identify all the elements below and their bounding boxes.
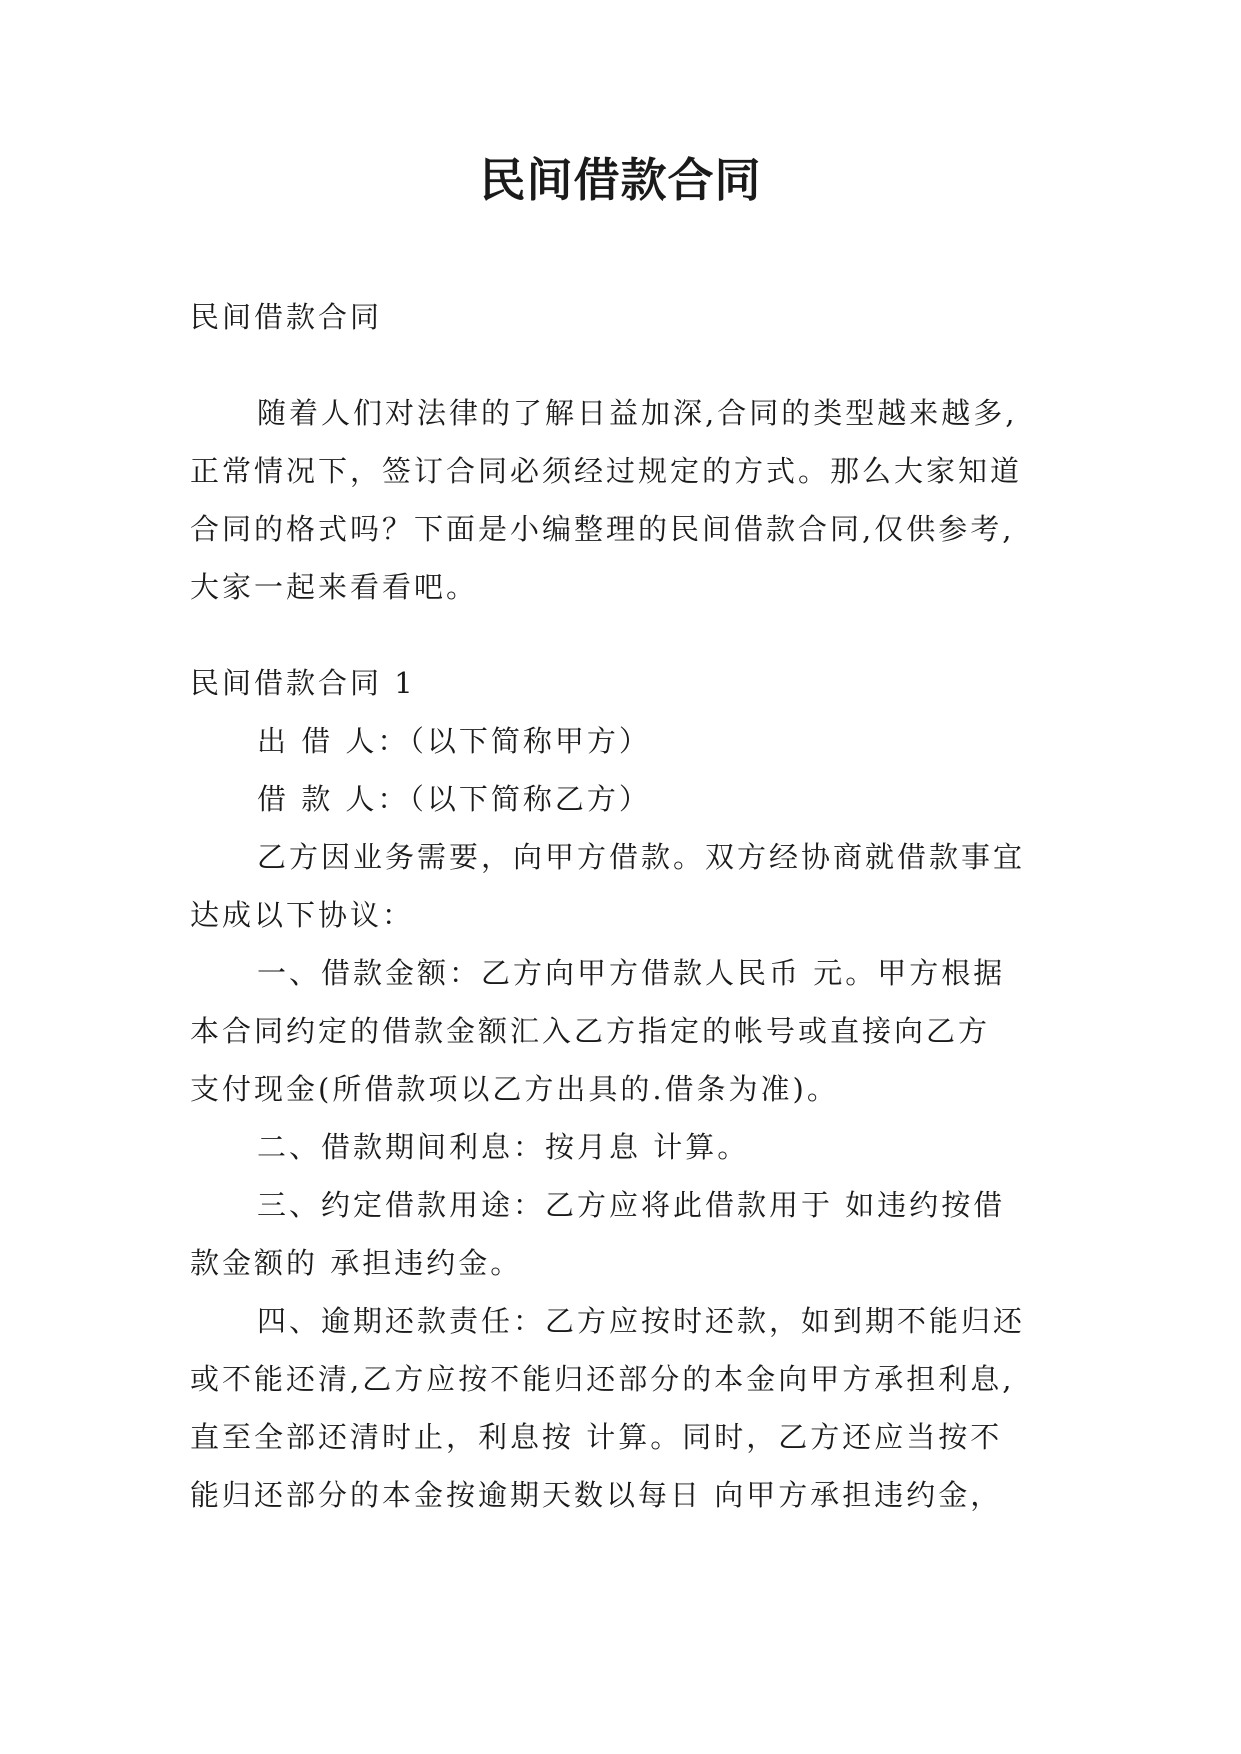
section-heading: 民间借款合同 1 xyxy=(190,666,416,700)
preamble-line: 乙方因业务需要，向甲方借款。双方经协商就借款事宜 xyxy=(257,840,1026,874)
clause-3 xyxy=(190,1176,1050,1292)
lender-line: 出 借 人：（以下简称甲方） xyxy=(257,724,651,758)
intro-line: 正常情况下，签订合同必须经过规定的方式。那么大家知道 xyxy=(190,454,1023,488)
clause-line: 支付现金(所借款项以乙方出具的.借条为准)。 xyxy=(190,1072,839,1106)
clause-line: 或不能还清,乙方应按不能归还部分的本金向甲方承担利息, xyxy=(190,1362,1015,1396)
clause-line: 能归还部分的本金按逾期天数以每日 向甲方承担违约金， xyxy=(190,1478,1003,1512)
clause-line: 四、逾期还款责任：乙方应按时还款，如到期不能归还 xyxy=(257,1304,1026,1338)
intro-paragraph xyxy=(190,384,1050,616)
document-body xyxy=(190,288,1050,1524)
intro-line: 大家一起来看看吧。 xyxy=(190,570,479,604)
clause-line: 本合同约定的借款金额汇入乙方指定的帐号或直接向乙方 xyxy=(190,1014,991,1048)
subtitle: 民间借款合同 xyxy=(190,300,383,334)
preamble-paragraph xyxy=(190,828,1050,944)
clause-line: 一、借款金额：乙方向甲方借款人民币 元。甲方根据 xyxy=(257,956,1006,990)
clause-line: 二、借款期间利息：按月息 计算。 xyxy=(257,1130,750,1164)
borrower-line: 借 款 人：（以下简称乙方） xyxy=(257,782,651,816)
intro-line: 合同的格式吗？下面是小编整理的民间借款合同,仅供参考, xyxy=(190,512,1015,546)
clause-1 xyxy=(190,944,1050,1118)
clause-line: 三、约定借款用途：乙方应将此借款用于 如违约按借 xyxy=(257,1188,1006,1222)
document-title: 民间借款合同 xyxy=(479,153,762,207)
clause-line: 直至全部还清时止，利息按 计算。同时，乙方还应当按不 xyxy=(190,1420,1003,1454)
preamble-line: 达成以下协议： xyxy=(190,898,415,932)
clause-line: 款金额的 承担违约金。 xyxy=(190,1246,523,1280)
clause-2 xyxy=(190,1118,1050,1176)
clause-4 xyxy=(190,1292,1050,1524)
intro-line: 随着人们对法律的了解日益加深,合同的类型越来越多, xyxy=(257,396,1018,430)
